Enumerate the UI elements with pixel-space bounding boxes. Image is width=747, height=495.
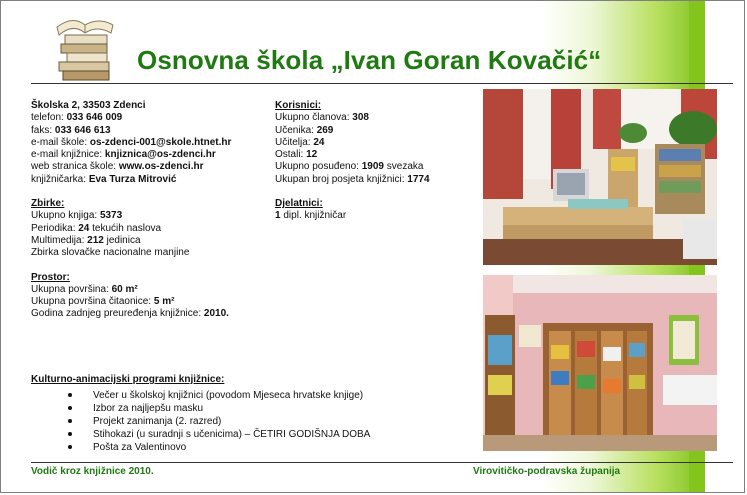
library-photo-shelves <box>483 275 717 451</box>
others-line: Ostali: 12 <box>275 149 318 161</box>
renovation-line: Godina zadnjeg preuređenja knjižnice: 2010. <box>31 308 229 320</box>
reading-area-line: Ukupna površina čitaonice: 5 m² <box>31 296 175 308</box>
library-email-link[interactable]: knjiznica@os-zdenci.hr <box>104 149 216 161</box>
multimedia-line: Multimedija: 212 jedinica <box>31 234 141 246</box>
users-heading: Korisnici: <box>275 100 322 111</box>
library-email-line: e-mail knjižnice: knjiznica@os-zdenci.hr <box>31 149 216 161</box>
website-link[interactable]: www.os-zdenci.hr <box>118 161 204 173</box>
list-item: Izbor za najljepšu masku <box>31 402 370 415</box>
website-line: web stranica škole: www.os-zdenci.hr <box>31 161 204 173</box>
space-heading: Prostor: <box>31 271 70 283</box>
collections-heading: Zbirke: <box>31 198 65 210</box>
phone-line: telefon: 033 646 009 <box>31 112 123 124</box>
slovak-collection: Zbirka slovačke nacionalne manjine <box>31 247 190 259</box>
programs-list <box>31 389 370 454</box>
periodicals-line: Periodika: 24 tekućih naslova <box>31 222 162 234</box>
left-column <box>31 100 231 321</box>
address: Školska 2, 33503 Zdenci <box>31 100 146 111</box>
list-item: Večer u školskoj knjižnici (povodom Mjeseca hrvatske knjige) <box>31 389 370 402</box>
top-divider <box>31 83 733 84</box>
list-item: Stihokazi (u suradnji s učenicima) – ČETIRI GODIŠNJA DOBA <box>31 428 370 441</box>
bottom-divider <box>31 462 733 463</box>
list-item: Pošta za Valentinovo <box>31 441 370 454</box>
footer-guide-title: Vodič kroz knjižnice 2010. <box>31 466 154 477</box>
programs-heading: Kulturno-animacijski programi knjižnice: <box>31 374 225 385</box>
fax-line: faks: 033 646 613 <box>31 124 111 136</box>
school-email-link[interactable]: os-zdenci-001@skole.htnet.hr <box>89 136 232 148</box>
page-title: Osnovna škola „Ivan Goran Kovačić“ <box>137 45 602 75</box>
list-item: Projekt zanimanja (2. razred) <box>31 415 370 428</box>
visits-line: Ukupan broj posjeta knjižnici: 1774 <box>275 173 430 185</box>
stack-of-books-icon <box>47 13 119 83</box>
library-photo-desk <box>483 89 717 265</box>
teachers-line: Učitelja: 24 <box>275 136 325 148</box>
librarian-line: knjižničarka: Eva Turza Mitrović <box>31 173 177 185</box>
footer-county: Virovitičko-podravska županija <box>473 466 621 477</box>
programs-section <box>31 374 370 454</box>
members-line: Ukupno članova: 308 <box>275 112 369 124</box>
school-email-line: e-mail škole: os-zdenci-001@skole.htnet.hr <box>31 136 232 148</box>
loaned-line: Ukupno posuđeno: 1909 svezaka <box>275 161 424 173</box>
staff-heading: Djelatnici: <box>275 198 323 210</box>
students-line: Učenika: 269 <box>275 124 334 136</box>
total-area-line: Ukupna površina: 60 m² <box>31 283 138 295</box>
books-line: Ukupno knjiga: 5373 <box>31 210 123 222</box>
middle-column <box>275 100 430 223</box>
staff-line: 1 dipl. knjižničar <box>275 210 347 222</box>
